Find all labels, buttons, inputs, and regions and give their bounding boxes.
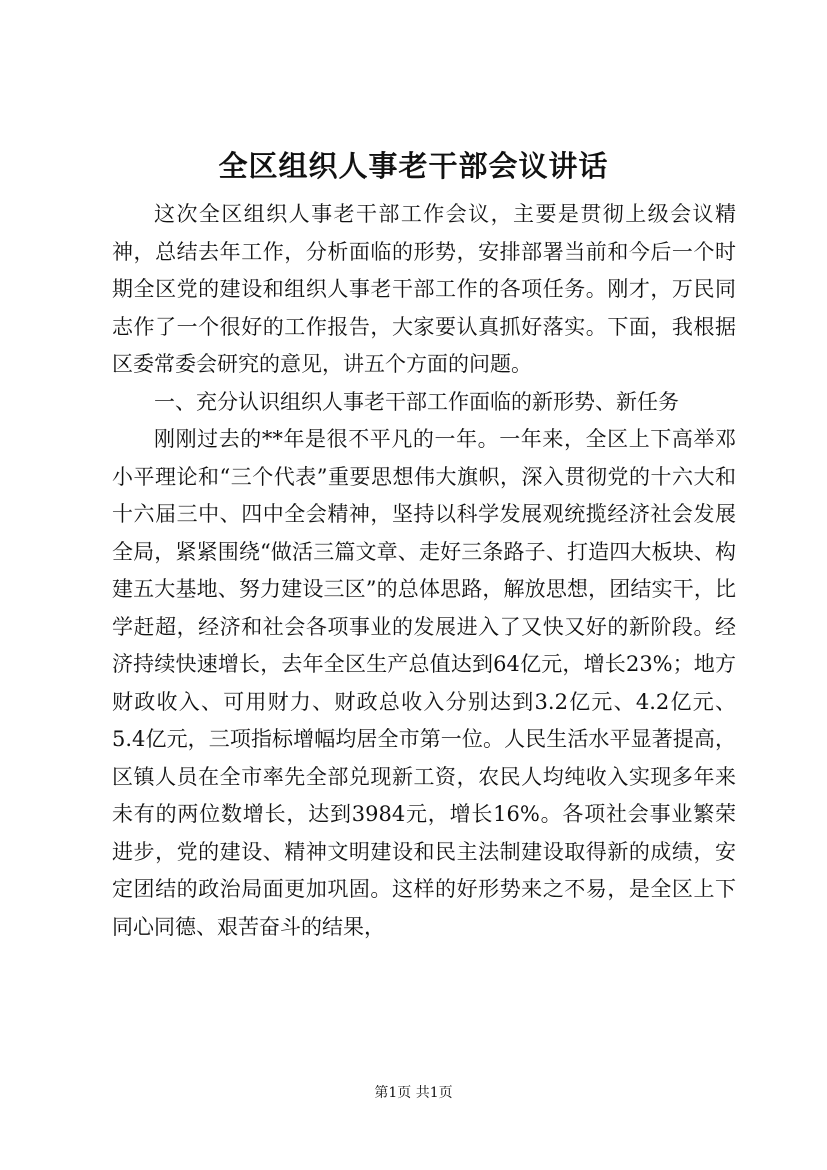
- document-body: [112, 196, 736, 946]
- page-footer: 第1页 共1页: [374, 1085, 453, 1101]
- paragraph-intro: 这次全区组织人事老干部工作会议，主要是贯彻上级会议精神，总结去年工作，分析面临的形势，安排部署当前和今后一个时期全区党的建设和组织人事老干部工作的各项任务。刚才，万民同志作了一个很好的工作报告，大家要认真抓好落实。下面，我根据区委常委会研究的意见，讲五个方面的问题。: [112, 202, 736, 376]
- paragraph-situation: 刚刚过去的**年是很不平凡的一年。一年来，全区上下高举邓小平理论和“三个代表”重要思想伟大旗帜，深入贯彻党的十六大和十六届三中、四中全会精神，坚持以科学发展观统揽经济社会发展全局，紧紧围绕“做活三篇文章、走好三条路子、打造四大板块、构建五大基地、努力建设三区”的总体思路，解放思想，团结实干，比学赶超，经济和社会各项事业的发展进入了又快又好的新阶段。经济持续快速增长，去年全区生产总值达到64亿元，增长23%；地方财政收入、可用财力、财政总收入分别达到3.2亿元、4.2亿元、5.4亿元，三项指标增幅均居全市第一位。人民生活水平显著提高，区镇人员在全市率先全部兑现新工资，农民人均纯收入实现多年来未有的两位数增长，达到3984元，增长16%。各项社会事业繁荣进步，党的建设、精神文明建设和民主法制建设取得新的成绩，安定团结的政治局面更加巩固。这样的好形势来之不易，是全区上下同心同德、艰苦奋斗的结果，: [112, 427, 736, 939]
- section-heading: 一、充分认识组织人事老干部工作面临的新形势、新任务: [154, 389, 679, 414]
- document-title: 全区组织人事老干部会议讲话: [218, 149, 609, 183]
